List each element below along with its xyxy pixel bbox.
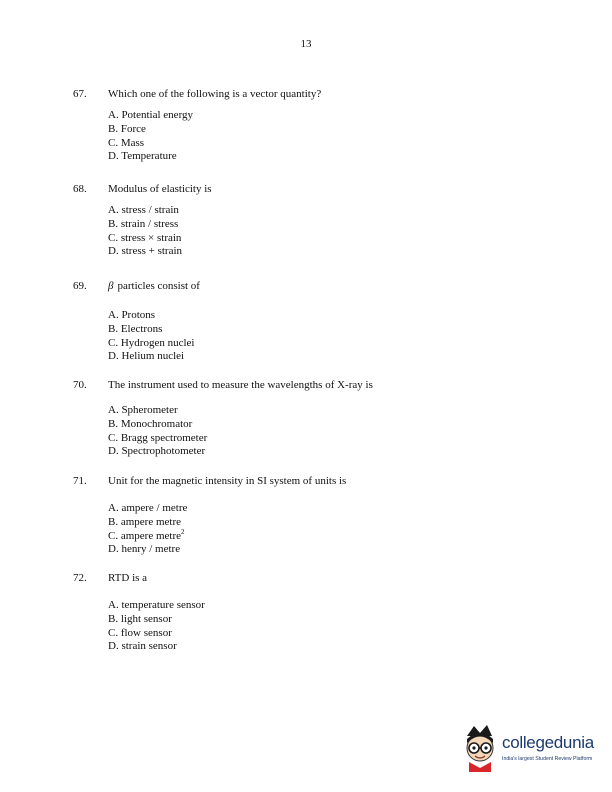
question-68 — [0, 182, 612, 258]
option-a: A. temperature sensor — [108, 599, 205, 611]
option-a: A. stress / strain — [108, 204, 179, 216]
collegedunia-logo — [460, 724, 608, 772]
options-list — [108, 599, 205, 654]
option-a: A. Protons — [108, 309, 156, 321]
option-c: C. flow sensor — [108, 626, 172, 639]
page-number: 13 — [300, 38, 312, 50]
option-b: B. ampere metre — [108, 515, 181, 528]
question-text: Which one of the following is a vector quantity? — [108, 88, 322, 100]
question-number: 67. — [73, 88, 87, 100]
question-69 — [0, 279, 612, 363]
option-a: A. Spherometer — [108, 404, 178, 416]
option-b: B. Monochromator — [108, 417, 193, 430]
option-c: C. stress × strain — [108, 231, 182, 244]
question-text: Unit for the magnetic intensity in SI system of units is — [108, 475, 347, 487]
question-67 — [0, 87, 612, 163]
question-text: RTD is a — [108, 572, 148, 584]
option-c-text: C. ampere metre — [108, 529, 181, 542]
superscript: 2 — [181, 527, 185, 536]
option-d: D. strain sensor — [108, 640, 177, 653]
option-a: A. ampere / metre — [108, 502, 188, 514]
question-70 — [0, 378, 612, 458]
mascot-icon — [460, 724, 500, 772]
logo-tagline: India's largest Student Review Platform — [502, 756, 593, 762]
question-number: 71. — [73, 475, 87, 487]
option-d: D. Temperature — [108, 150, 177, 163]
option-c: C. Bragg spectrometer — [108, 431, 208, 444]
option-d: D. stress + strain — [108, 245, 183, 258]
option-d: D. Helium nuclei — [108, 350, 185, 363]
options-list — [108, 204, 182, 259]
option-b: B. Force — [108, 122, 146, 135]
option-b: B. Electrons — [108, 322, 163, 335]
options-list — [108, 309, 194, 364]
question-number: 70. — [73, 379, 87, 391]
question-text: Modulus of elasticity is — [108, 183, 212, 195]
question-number: 68. — [73, 183, 87, 195]
options-list — [108, 404, 207, 459]
question-71 — [0, 474, 612, 556]
option-c: C. Hydrogen nuclei — [108, 336, 195, 349]
option-b: B. light sensor — [108, 612, 172, 625]
option-c — [108, 527, 187, 544]
question-text: The instrument used to measure the wavelengths of X-ray is — [108, 379, 373, 391]
option-a: A. Potential energy — [108, 109, 194, 121]
option-b: B. strain / stress — [108, 217, 179, 230]
question-number: 69. — [73, 280, 87, 292]
option-c: C. Mass — [108, 136, 145, 149]
option-d: D. henry / metre — [108, 543, 181, 556]
option-d: D. Spectrophotometer — [108, 445, 206, 458]
question-text — [108, 279, 200, 293]
question-text-body: particles consist of — [117, 280, 200, 292]
logo-name: collegedunia — [502, 733, 594, 752]
options-list — [108, 109, 193, 164]
beta-symbol: β — [108, 280, 114, 292]
question-72 — [0, 571, 612, 653]
options-list — [108, 502, 187, 557]
question-number: 72. — [73, 572, 87, 584]
